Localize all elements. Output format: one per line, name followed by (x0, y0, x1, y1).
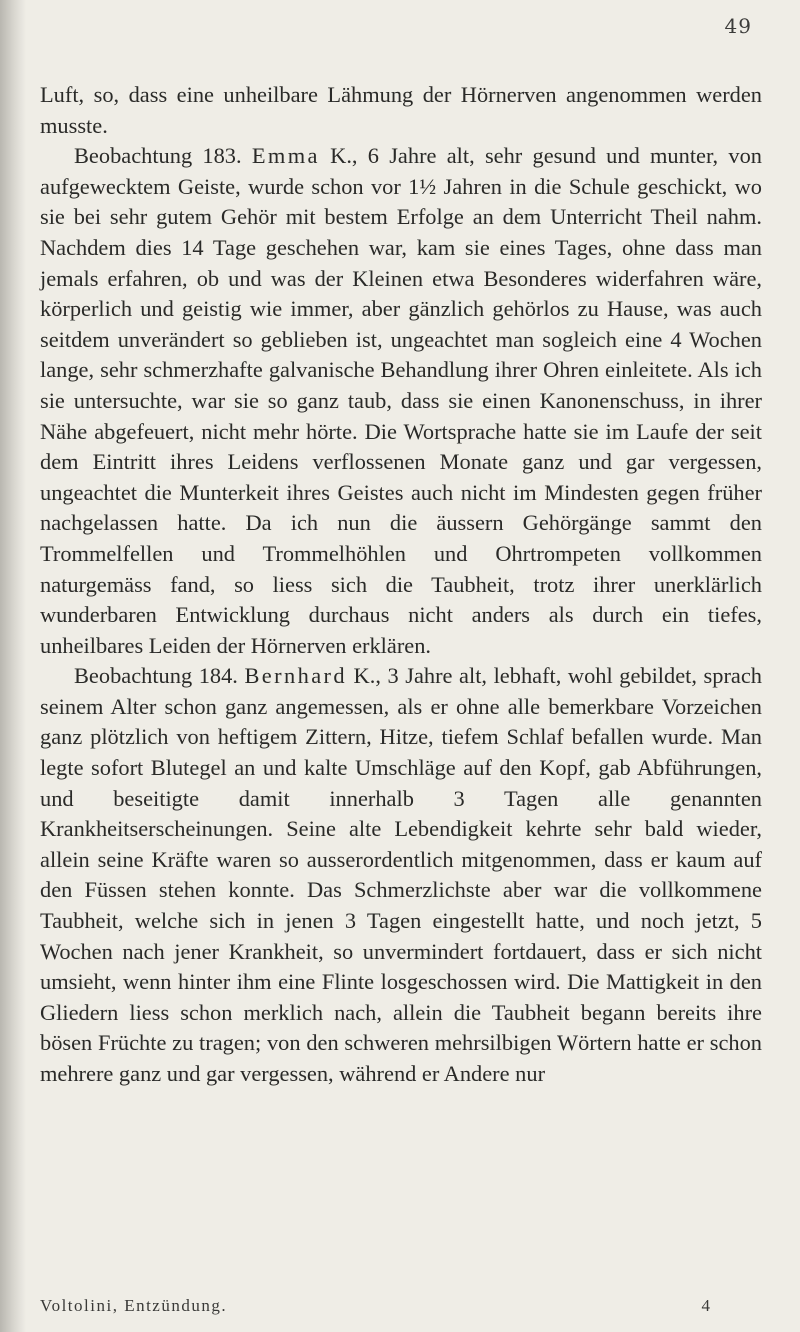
page-gutter-shadow (0, 0, 26, 1332)
observation-184-label: Beobachtung 184. (74, 663, 238, 689)
page-number: 49 (724, 14, 752, 38)
observation-184-text: K., 3 Jahre alt, lebhaft, wohl gebildet, sprach seinem Alter schon ganz angemessen, als er ohne alle bemerkbare Vorzeichen ganz plötzlich von heftigem Zittern, Hitze, tiefem Schlaf befallen wurde. Man legte sofort Blutegel an und kalte Umschläge auf den Kopf, gab Abführungen, und beseitigte damit innerhalb 3 Tagen alle genannten Krankheitserscheinungen. Seine alte Lebendigkeit kehrte sehr bald wieder, allein seine Kräfte waren so ausserordentlich mitgenommen, dass er kaum auf den Füssen stehen konnte. Das Schmerzlichste aber war die vollkommene Taubheit, welche sich in jenen 3 Tagen eingestellt hatte, und noch jetzt, 5 Wochen nach jener Krankheit, so unvermindert fortdauert, dass er sich nicht umsieht, wenn hinter ihm eine Flinte losgeschossen wird. Die Mattigkeit in den Gliedern liess schon merklich nach, allein die Taubheit begann bereits ihre bösen Früchte zu tragen; von den schweren mehrsilbigen Wörtern hatte er schon mehrere ganz und gar vergessen, während er Andere nur (40, 663, 762, 1086)
page-footer (40, 1296, 710, 1316)
sheet-number: 4 (701, 1296, 710, 1315)
paragraph-observation-184 (40, 661, 762, 1089)
observation-183-patient-name: Emma (251, 143, 320, 169)
observation-184-patient-name: Bernhard (244, 663, 347, 689)
observation-183-label: Beobachtung 183. (74, 143, 242, 169)
paragraph-continuation: Luft, so, dass eine unheilbare Lähmung der Hörnerven angenommen werden musste. (40, 82, 762, 138)
paragraph-observation-183 (40, 141, 762, 661)
observation-183-text: K., 6 Jahre alt, sehr gesund und munter, von aufgewecktem Geiste, wurde schon vor 1½ Jahren in die Schule geschickt, wo sie bei sehr gutem Gehör mit bestem Erfolge an dem Unterricht Theil nahm. Nachdem dies 14 Tage geschehen war, kam sie eines Tages, ohne dass man jemals erfahren, ob und was der Kleinen etwa Besonderes widerfahren wäre, körperlich und geistig wie immer, aber gänzlich gehörlos zu Hause, was auch seitdem unverändert so geblieben ist, ungeachtet man sogleich eine 4 Wochen lange, sehr schmerzhafte galvanische Behandlung ihrer Ohren einleitete. Als ich sie untersuchte, war sie so ganz taub, dass sie einen Kanonenschuss, in ihrer Nähe abgefeuert, nicht mehr hörte. Die Wortsprache hatte sie im Laufe der seit dem Eintritt ihres Leidens verflossenen Monate ganz und gar vergessen, ungeachtet die Munterkeit ihres Geistes auch nicht im Mindesten gegen früher nachgelassen hatte. Da ich nun die äussern Gehörgänge sammt den Trommelfellen und Trommelhöhlen und Ohrtrompeten vollkommen naturgemäss fand, so liess sich die Taubheit, trotz ihrer unerklärlich wunderbaren Entwicklung durchaus nicht anders als durch ein tiefes, unheilbares Leiden der Hörnerven erklären. (40, 143, 762, 658)
page-body (40, 80, 762, 1090)
signature-line: Voltolini, Entzündung. (40, 1296, 228, 1315)
